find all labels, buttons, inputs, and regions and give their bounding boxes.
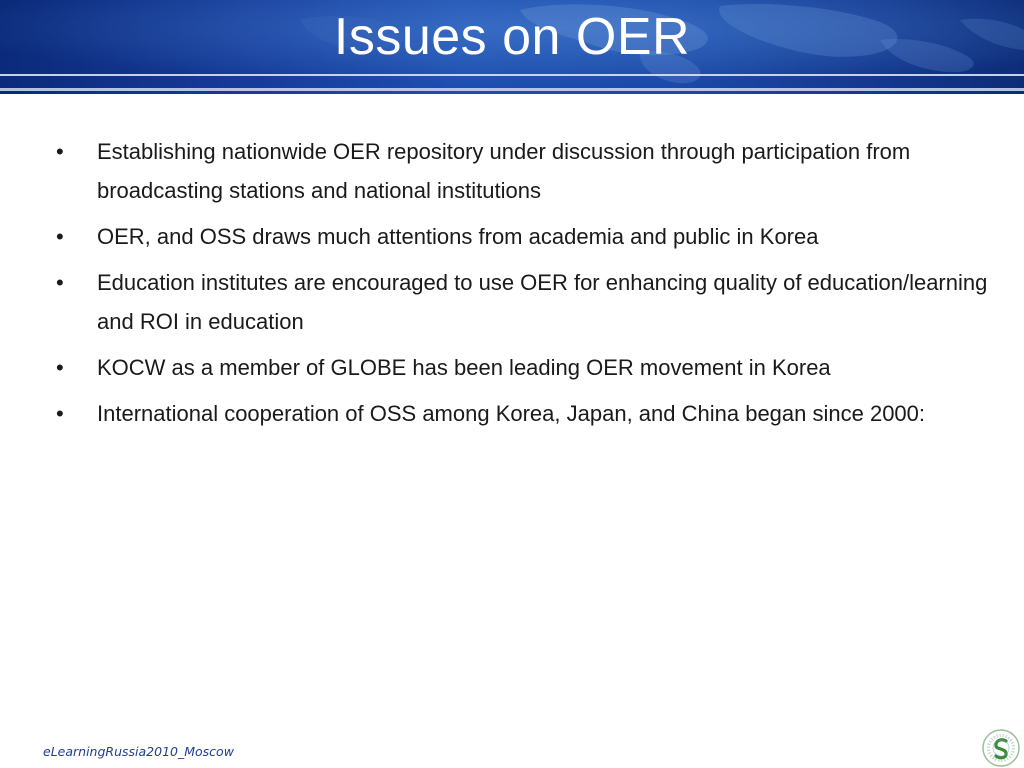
bullet-dot: • bbox=[56, 270, 64, 295]
bullet-text: International cooperation of OSS among Korea, Japan, and China began since 2000: bbox=[97, 401, 926, 426]
banner-rule-lower bbox=[0, 88, 1024, 91]
list-item bbox=[56, 263, 1006, 341]
title-banner bbox=[0, 0, 1024, 94]
list-item bbox=[56, 348, 1006, 387]
green-circular-seal-icon bbox=[981, 728, 1021, 768]
bullet-list-area bbox=[56, 132, 1006, 440]
bullet-text: KOCW as a member of GLOBE has been leading OER movement in Korea bbox=[97, 355, 831, 380]
slide-title: Issues on OER bbox=[333, 8, 691, 66]
list-item bbox=[56, 217, 1006, 256]
bullet-dot: • bbox=[56, 355, 64, 380]
bullet-dot: • bbox=[56, 401, 64, 426]
bullet-list bbox=[56, 132, 1006, 433]
bullet-text: OER, and OSS draws much attentions from academia and public in Korea bbox=[97, 224, 819, 249]
bullet-dot: • bbox=[56, 139, 64, 164]
footer-caption: eLearningRussia2010_Moscow bbox=[43, 744, 234, 759]
bullet-text: Education institutes are encouraged to use OER for enhancing quality of education/learning and ROI in education bbox=[97, 270, 988, 334]
bullet-text: Establishing nationwide OER repository under discussion through participation from broadcasting stations and national institutions bbox=[97, 139, 911, 203]
list-item bbox=[56, 132, 1006, 210]
banner-rule-upper bbox=[0, 74, 1024, 76]
bullet-dot: • bbox=[56, 224, 64, 249]
list-item bbox=[56, 394, 1006, 433]
